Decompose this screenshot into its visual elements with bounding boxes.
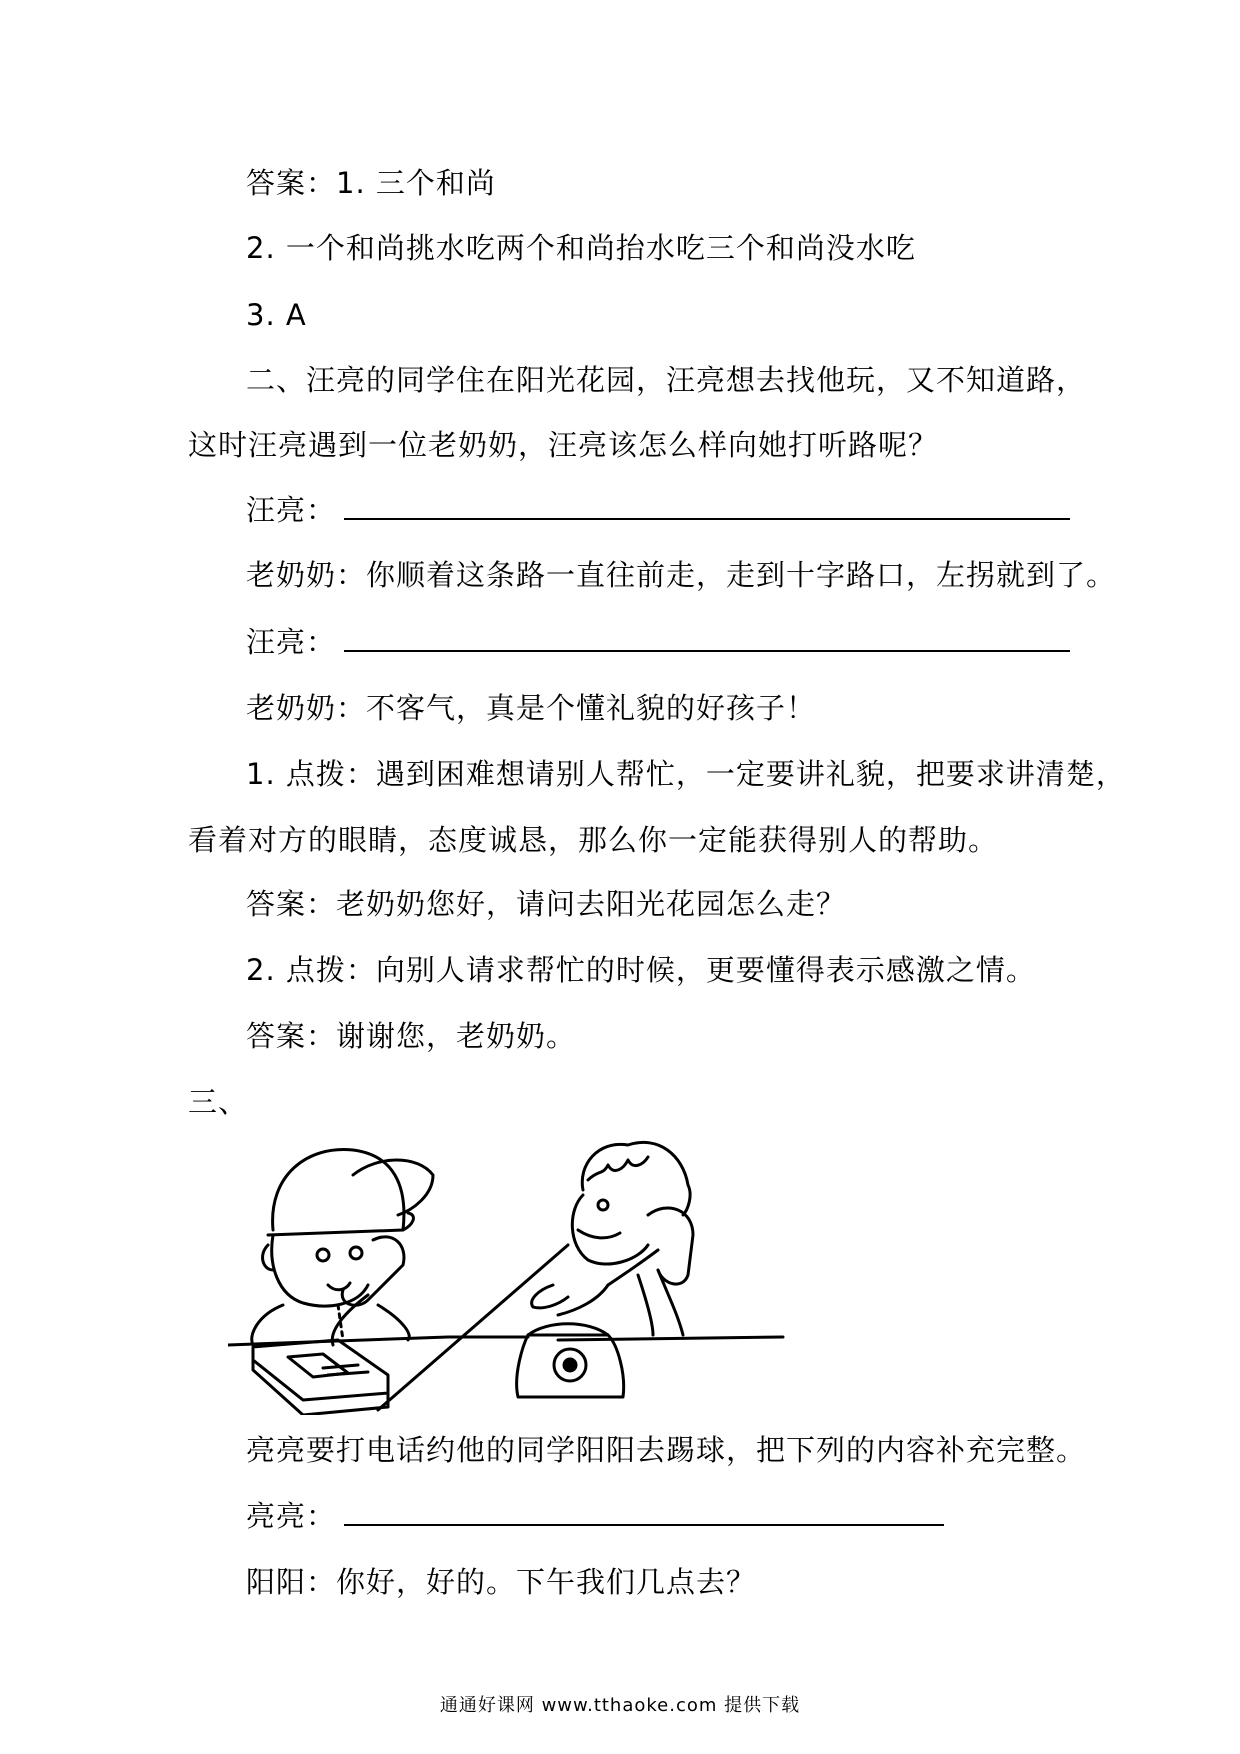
dialogue-yangyang-1: 阳阳：你好，好的。下午我们几点去？ — [246, 1565, 757, 1599]
section2-question-line1: 二、汪亮的同学住在阳光花园，汪亮想去找他玩，又不知道路， — [246, 363, 1087, 397]
footer-text: 通通好课网 www.tthaoke.com 提供下载 — [439, 1695, 801, 1716]
speaker-label: 亮亮： — [246, 1499, 337, 1533]
answer-blank — [344, 1498, 944, 1526]
answer-1: 答案：1. 三个和尚 — [246, 166, 496, 200]
dialogue-wangliang-2 — [246, 622, 1070, 662]
section3-heading: 三、 — [188, 1085, 249, 1119]
answer-blank — [344, 624, 1070, 652]
speaker-label: 汪亮： — [246, 493, 337, 527]
dialogue-grandma-2: 老奶奶：不客气，真是个懂礼貌的好孩子！ — [246, 691, 817, 725]
answer-3: 3. A — [246, 298, 307, 332]
hint1-line2: 看着对方的眼睛，态度诚恳，那么你一定能获得别人的帮助。 — [188, 823, 999, 857]
hint2: 2. 点拨：向别人请求帮忙的时候，更要懂得表示感激之情。 — [246, 953, 1036, 987]
section3-instruction: 亮亮要打电话约他的同学阳阳去踢球，把下列的内容补充完整。 — [246, 1433, 1087, 1467]
speaker-label: 汪亮： — [246, 625, 337, 659]
answer-hint2: 答案：谢谢您，老奶奶。 — [246, 1019, 577, 1053]
answer-2: 2. 一个和尚挑水吃两个和尚抬水吃三个和尚没水吃 — [246, 231, 916, 265]
section2-question-line2: 这时汪亮遇到一位老奶奶，汪亮该怎么样向她打听路呢？ — [188, 428, 939, 462]
dialogue-liangliang-1 — [246, 1496, 944, 1536]
hint1-line1: 1. 点拨：遇到困难想请别人帮忙，一定要讲礼貌，把要求讲清楚， — [246, 757, 1126, 791]
dialogue-grandma-1: 老奶奶：你顺着这条路一直往前走，走到十字路口，左拐就到了。 — [246, 558, 1117, 592]
dialogue-wangliang-1 — [246, 490, 1070, 530]
answer-hint1: 答案：老奶奶您好，请问去阳光花园怎么走？ — [246, 887, 847, 921]
phone-call-illustration — [228, 1135, 788, 1415]
answer-blank — [344, 492, 1070, 520]
